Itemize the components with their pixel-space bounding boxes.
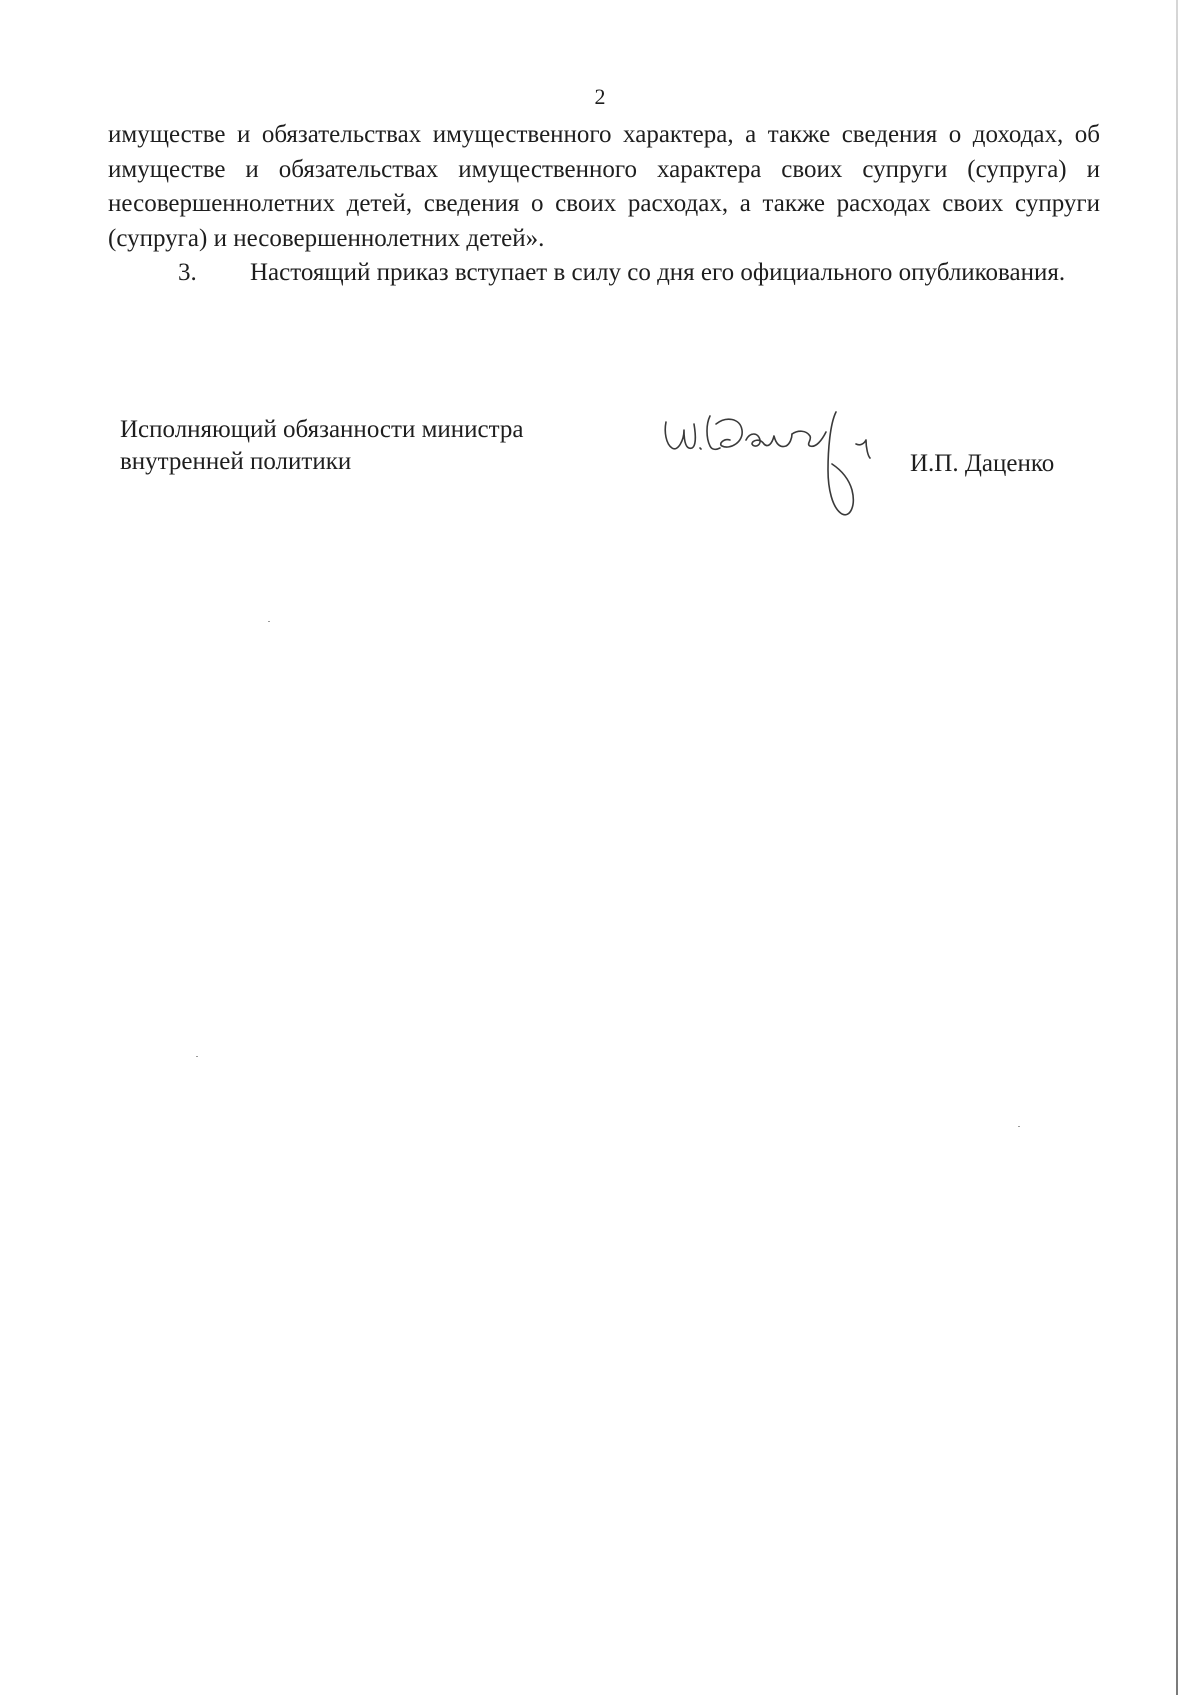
position-line-2: внутренней политики: [120, 448, 352, 475]
numbered-paragraph-3: [108, 256, 1100, 291]
scan-speck: [1018, 1126, 1020, 1127]
continued-paragraph: имуществе и обязательствах имущественного характера, а также сведения о доходах, об имуществе и обязательствах имущественного характера своих супруги (супруга) и несовершеннолетних детей, сведения о своих расходах, а также расходах своих супруги (супруга) и несовершеннолетних детей».: [108, 121, 1100, 252]
paragraph-text: Настоящий приказ вступает в силу со дня его официального опубликования.: [250, 259, 1066, 286]
scan-speck: [268, 621, 270, 622]
paragraph-number: 3.: [178, 259, 197, 286]
handwritten-signature: [660, 410, 900, 530]
position-line-1: Исполняющий обязанности министра: [120, 416, 524, 443]
scan-speck: [196, 1056, 198, 1057]
scan-edge-line: [1176, 0, 1178, 1695]
signer-name: И.П. Даценко: [910, 450, 1055, 477]
signatory-position: [120, 414, 640, 478]
document-body: [108, 118, 1100, 291]
page-number: 2: [594, 84, 606, 109]
